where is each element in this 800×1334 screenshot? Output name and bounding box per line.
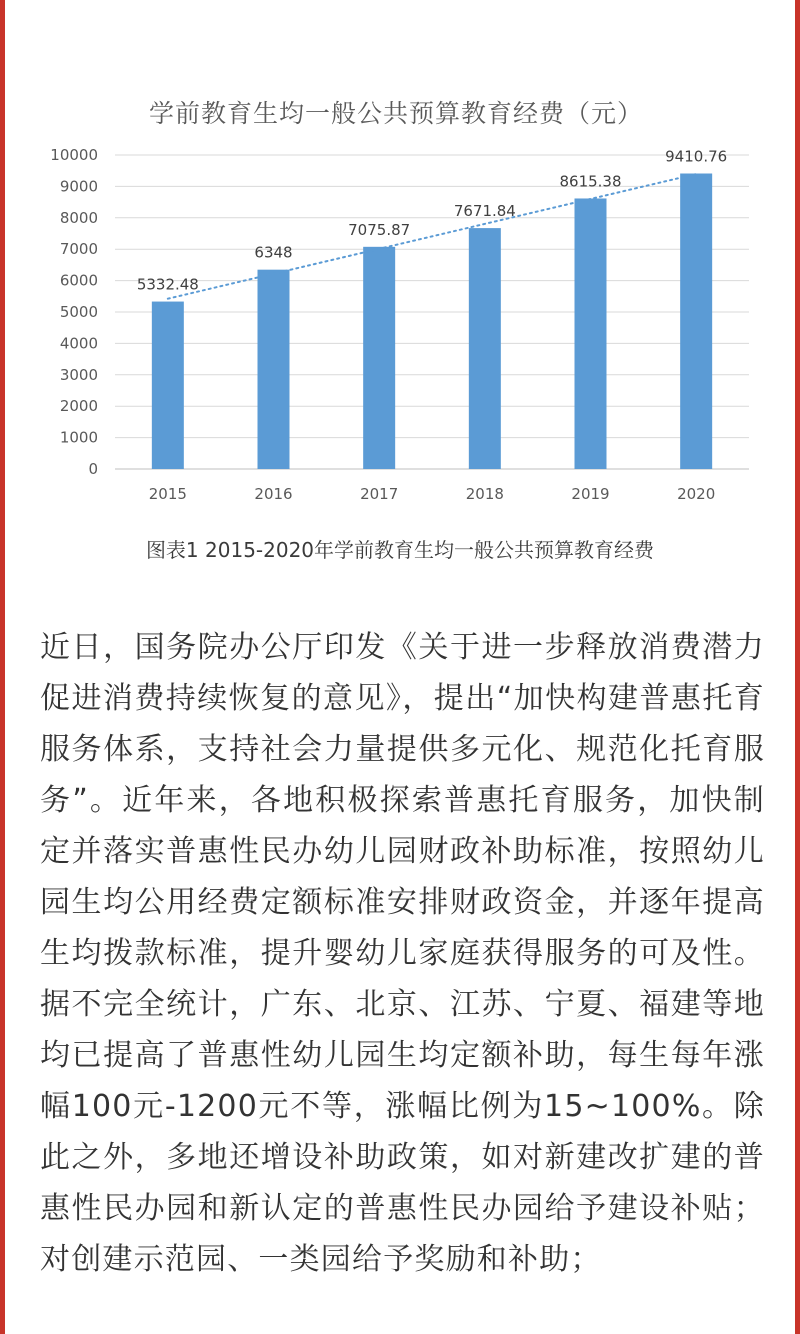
data-label: 7671.84 bbox=[453, 202, 516, 221]
trendline bbox=[168, 174, 696, 299]
article-paragraph: 近日，国务院办公厅印发《关于进一步释放消费潜力促进消费持续恢复的意见》，提出“加快构建普惠托育服务体系，支持社会力量提供多元化、规范化托育服务”。近年来，各地积极探索普惠托育服务，加快制定并落实普惠性民办幼儿园财政补助标准，按照幼儿园生均公用经费定额标准安排财政资金，并逐年提高生均拨款标准，提升婴幼儿家庭获得服务的可及性。据不完全统计，广东、北京、江苏、宁夏、福建等地均已提高了普惠性幼儿园生均定额补助，每生每年涨幅100元-1200元不等，涨幅比例为15~100%。除此之外，多地还增设补助政策，如对新建改扩建的普惠性民办园和新认定的普惠性民办园给予建设补贴；对创建示范园、一类园给予奖励和补助； bbox=[40, 630, 765, 1277]
x-axis bbox=[149, 485, 716, 503]
y-tick-label: 1000 bbox=[59, 428, 98, 447]
y-tick-label: 0 bbox=[88, 460, 98, 478]
y-tick-label: 10000 bbox=[50, 146, 98, 164]
right-red-border bbox=[795, 0, 800, 1334]
y-tick-label: 9000 bbox=[59, 177, 98, 196]
x-tick-label: 2017 bbox=[360, 485, 399, 503]
bar bbox=[363, 247, 395, 469]
x-tick-label: 2019 bbox=[571, 485, 610, 503]
data-label: 9410.76 bbox=[665, 147, 728, 166]
bar-chart bbox=[40, 80, 780, 520]
x-tick-label: 2018 bbox=[465, 485, 504, 503]
y-tick-label: 7000 bbox=[59, 240, 98, 259]
x-tick-label: 2020 bbox=[677, 485, 716, 503]
chart-title: 学前教育生均一般公共预算教育经费（元） bbox=[148, 99, 644, 128]
data-labels bbox=[137, 148, 727, 294]
bar bbox=[152, 302, 184, 469]
chart-caption: 图表1 2015-2020年学前教育生均一般公共预算教育经费 bbox=[145, 538, 655, 562]
data-label: 7075.87 bbox=[348, 220, 411, 239]
chart-svg bbox=[40, 80, 780, 520]
y-axis bbox=[50, 146, 98, 478]
y-tick-label: 6000 bbox=[59, 271, 98, 290]
left-red-border bbox=[0, 0, 5, 1334]
data-label: 8615.38 bbox=[559, 172, 622, 191]
data-label: 5332.48 bbox=[136, 275, 199, 294]
x-tick-label: 2015 bbox=[148, 485, 187, 503]
y-tick-label: 2000 bbox=[59, 397, 98, 416]
y-tick-label: 3000 bbox=[59, 365, 98, 384]
chart-gridlines bbox=[115, 155, 749, 469]
bar bbox=[258, 270, 290, 469]
x-tick-label: 2016 bbox=[254, 485, 293, 503]
data-label: 6348 bbox=[254, 243, 293, 262]
bar bbox=[575, 198, 607, 469]
bar bbox=[469, 228, 501, 469]
y-tick-label: 5000 bbox=[59, 303, 98, 321]
trendline-path bbox=[168, 174, 696, 299]
y-tick-label: 8000 bbox=[59, 208, 98, 227]
bar bbox=[680, 174, 712, 469]
y-tick-label: 4000 bbox=[59, 334, 98, 353]
